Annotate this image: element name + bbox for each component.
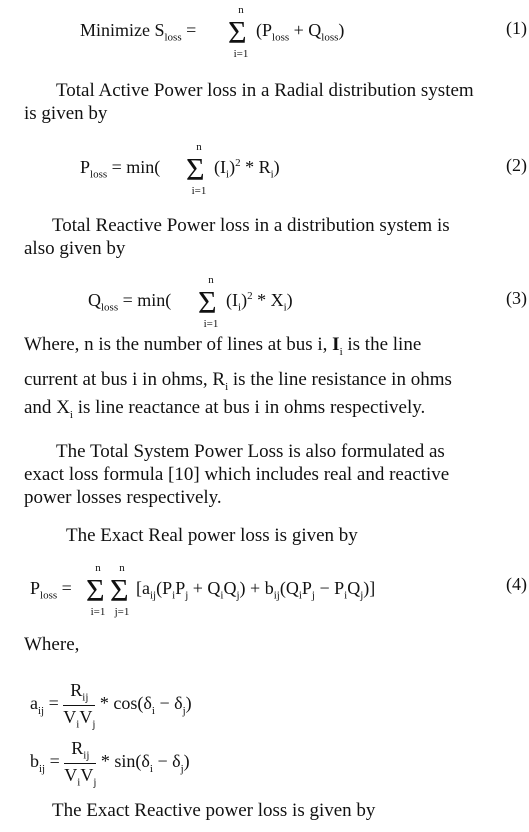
- eq3-min: = min(: [118, 290, 172, 310]
- para-4-line3: power losses respectively.: [24, 487, 222, 508]
- eq1-term-p: (P: [256, 20, 273, 40]
- eq3-term-x-sub: i: [283, 301, 287, 314]
- eqb-lhs-sub: ij: [39, 762, 46, 775]
- eq1-term-p-sub: loss: [272, 31, 290, 44]
- eq3-sum-top: n: [208, 274, 214, 286]
- eq1-sigma: [228, 4, 254, 60]
- eqb-num-sub: ij: [83, 749, 90, 762]
- eqa-minus: − δ: [154, 693, 183, 714]
- eq4-number: (4): [506, 574, 527, 594]
- eq2-term-i-sub: i: [226, 168, 230, 181]
- equation-b: [30, 738, 190, 788]
- eq2-sum-top: n: [196, 141, 202, 153]
- equation-3: [88, 290, 171, 314]
- eq3-term-close: ): [241, 290, 248, 310]
- eqb-delta-j: j: [180, 762, 184, 775]
- eqb-numerator: [64, 738, 96, 764]
- eq3-sum-bottom: i=1: [203, 318, 219, 330]
- sum-icon: Σ: [110, 572, 129, 608]
- eq3-number: (3): [506, 288, 527, 308]
- sum-icon: Σ: [86, 572, 105, 608]
- eq2-min: = min(: [107, 157, 161, 177]
- eqa-num-sub: ij: [82, 691, 89, 704]
- para-5: The Exact Real power loss is given by: [66, 525, 358, 546]
- symbol-reactance-sub: i: [69, 408, 73, 421]
- para-3-text-e: and: [24, 397, 57, 418]
- eq4-sum2-top: n: [119, 562, 125, 574]
- eqb-delta-i: i: [149, 762, 153, 775]
- para-6: Where,: [24, 634, 80, 655]
- para-3-text-c: current at bus i in ohms,: [24, 369, 213, 390]
- eqa-lhs: a: [30, 693, 38, 714]
- sum-icon: Σ: [228, 14, 247, 50]
- eq3-term-i-sub: i: [238, 301, 242, 314]
- eq2-lhs-sub: loss: [90, 168, 108, 181]
- eqa-equals: =: [44, 693, 64, 714]
- eq2-term-square: 2: [235, 157, 241, 169]
- para-4-line2: exact loss formula [10] which includes real and reactive: [24, 464, 450, 485]
- eqa-denominator: $V_iV_j$: [63, 706, 96, 731]
- sum-icon: Σ: [186, 151, 205, 187]
- para-7: The Exact Reactive power loss is given by: [52, 800, 376, 821]
- equation-a: [30, 680, 192, 730]
- eq1-term: [256, 20, 344, 44]
- eqa-numerator: [63, 680, 95, 706]
- eqb-minus: − δ: [152, 751, 181, 772]
- eq3-term-x: * X: [252, 290, 284, 310]
- eq3-term: [226, 290, 293, 314]
- eq3-lhs-sub: loss: [101, 301, 119, 314]
- equation-4: [30, 578, 72, 602]
- eq1-lhs: Minimize S: [80, 20, 165, 40]
- eqa-end: ): [185, 693, 192, 714]
- eq1-sum-top: n: [238, 4, 244, 16]
- para-1-line1: Total Active Power loss in a Radial distribution system: [56, 80, 474, 101]
- eqb-sin: * sin(δ: [96, 751, 150, 772]
- eq2-term-close: ): [229, 157, 236, 177]
- eq4-sum2-bottom: j=1: [114, 606, 130, 618]
- eq2-term-i: (I: [214, 157, 226, 177]
- symbol-current-sub: i: [339, 345, 343, 358]
- eq1-term-close: ): [338, 20, 345, 40]
- eq4-sigma-j: [110, 562, 134, 618]
- eqb-fraction: [64, 738, 96, 788]
- para-3-line3: [24, 396, 425, 427]
- eq3-term-square: 2: [247, 290, 253, 302]
- equation-1: [80, 20, 196, 44]
- eqb-num-r: R: [71, 738, 84, 758]
- eqa-lhs-sub: ij: [38, 704, 45, 717]
- eq4-lhs: P: [30, 578, 41, 598]
- eq2-term-r: * R: [240, 157, 271, 177]
- eq3-term-i: (I: [226, 290, 238, 310]
- eq2-sigma: [186, 141, 212, 197]
- eq1-equals: =: [181, 20, 197, 40]
- sum-icon: Σ: [198, 284, 217, 320]
- symbol-resistance: R: [212, 369, 226, 390]
- eq2-lhs: P: [80, 157, 91, 177]
- eq3-lhs: Q: [88, 290, 101, 310]
- eq2-number: (2): [506, 155, 527, 175]
- eqa-cos: * cos(δ: [95, 693, 152, 714]
- eq1-term-q-sub: loss: [321, 31, 339, 44]
- equation-2: [80, 157, 160, 181]
- eq4-lhs-sub: loss: [40, 589, 58, 602]
- eqa-fraction: [63, 680, 95, 730]
- symbol-current: I: [332, 334, 340, 355]
- symbol-reactance: X: [56, 397, 70, 418]
- eq1-term-plus: + Q: [289, 20, 322, 40]
- eq1-lhs-sub: loss: [164, 31, 182, 44]
- para-3-text-b: is the line: [342, 334, 422, 355]
- eqa-delta-i: i: [151, 704, 155, 717]
- para-3-text-d: is the line resistance in ohms: [228, 369, 452, 390]
- eq3-term-end: ): [286, 290, 293, 310]
- eq2-term: [214, 157, 280, 181]
- eq3-sigma: [198, 274, 224, 330]
- para-1-line2: is given by: [24, 103, 108, 124]
- eq2-sum-bottom: i=1: [191, 185, 207, 197]
- eq1-sum-bottom: i=1: [233, 48, 249, 60]
- para-3-line1: [24, 333, 421, 364]
- para-3-text-f: is line reactance at bus i in ohms respectively.: [72, 397, 426, 418]
- eq4-equals: =: [57, 578, 72, 598]
- eq4-body: $[a_{ij}(P_iP_j + Q_iQ_j) + b_{ij}(Q_iP_j - P_iQ_j)]$: [136, 578, 376, 602]
- eq4-sum1-bottom: i=1: [90, 606, 106, 618]
- eqb-end: ): [183, 751, 190, 772]
- eqb-equals: =: [45, 751, 65, 772]
- eq2-term-r-sub: i: [270, 168, 274, 181]
- eq1-number: (1): [506, 18, 527, 38]
- eq2-term-end: ): [273, 157, 280, 177]
- para-3-text-a: Where, n is the number of lines at bus i,: [24, 334, 333, 355]
- para-2-line2: also given by: [24, 238, 126, 259]
- para-2-line1: Total Reactive Power loss in a distribution system is: [52, 215, 450, 236]
- para-4-line1: The Total System Power Loss is also formulated as: [56, 441, 445, 462]
- eqa-delta-j: j: [182, 704, 186, 717]
- eqb-lhs: b: [30, 751, 39, 772]
- eq4-sum1-top: n: [95, 562, 101, 574]
- eqb-denominator: $V_iV_j$: [64, 764, 97, 789]
- eq4-sigma-i: [86, 562, 110, 618]
- symbol-resistance-sub: i: [225, 380, 229, 393]
- eqa-num-r: R: [70, 680, 83, 700]
- para-3-line2: [24, 368, 452, 399]
